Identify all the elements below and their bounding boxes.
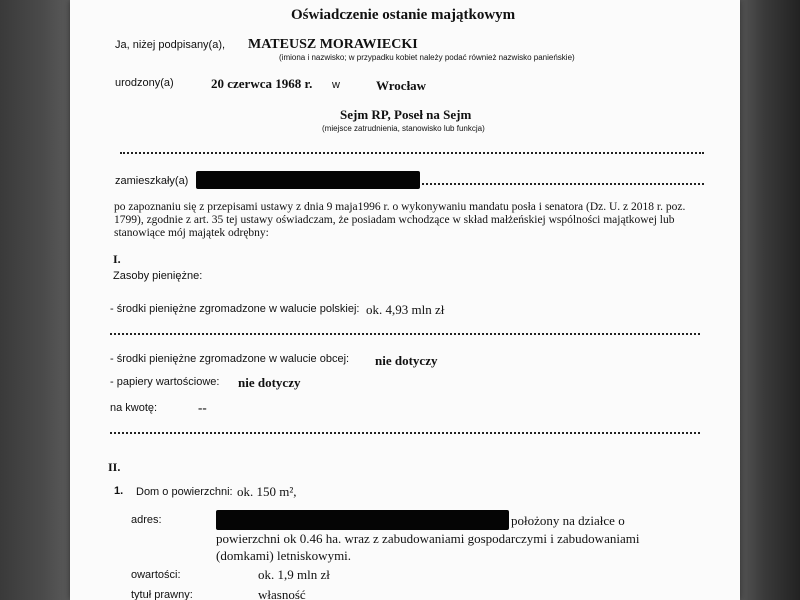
dotted-line [110,333,700,335]
legal-title-label: tytuł prawny: [131,589,193,600]
address-line-2: powierzchni ok 0.46 ha. wraz z zabudowaniami gospodarczymi i zabudowaniami [216,531,640,546]
document-page [70,0,740,600]
amount-label: na kwotę: [110,402,158,414]
document-title: Oświadczenie ostanie majątkowym [291,7,516,23]
dotted-line [120,152,704,154]
pln-value: ok. 4,93 mln zł [366,302,445,317]
birth-label: urodzony(a) [115,77,174,89]
birth-place: Wrocław [376,78,427,93]
birth-in-label: w [332,79,340,91]
scan-border-right [740,0,800,600]
scan-border-left [0,0,70,600]
signer-label: Ja, niżej podpisany(a), [115,39,226,51]
value-label: owartości: [131,569,181,581]
section1-title: Zasoby pieniężne: [113,270,203,282]
section2-heading: II. [108,460,121,474]
value-value: ok. 1,9 mln zł [258,567,330,582]
employment-value: Sejm RP, Poseł na Sejm [340,107,472,122]
securities-value: nie dotyczy [238,375,301,390]
intro-paragraph: po zapoznaniu się z przepisami ustawy z dnia 9 maja1996 r. o wykonywaniu mandatu posła i senatora (Dz. U. z 2018 r. poz. 1799), zgodnie z art. 35 tej ustawy oświadczam, że posiadam wchodzące w skład małżeńskiej wspólności majątkowej lub stanowiące mój majątek odrębny: [114,201,686,239]
signer-name: MATEUSZ MORAWIECKI [248,37,418,52]
amount-value: -- [198,400,207,415]
address-label: adres: [131,514,162,526]
address-line-1: położony na działce o [511,513,625,528]
item-number: 1. [114,485,124,497]
redaction-bar [196,171,420,189]
house-value: ok. 150 m², [237,484,297,499]
house-label: Dom o powierzchni: [136,486,233,498]
section1-heading: I. [113,252,121,266]
dotted-line [422,183,704,185]
redaction-bar [216,510,509,530]
pln-label: - środki pieniężne zgromadzone w walucie polskiej: [110,303,360,315]
address-line-3: (domkami) letniskowymi. [216,548,352,563]
signer-note: (imiona i nazwisko; w przypadku kobiet należy podać również nazwisko panieńskie) [279,53,575,62]
employment-note: (miejsce zatrudnienia, stanowisko lub funkcja) [322,124,485,133]
foreign-value: nie dotyczy [375,353,438,368]
foreign-label: - środki pieniężne zgromadzone w walucie obcej: [110,353,350,365]
residence-label: zamieszkały(a) [115,175,189,187]
dotted-line [110,432,700,434]
legal-title-value: własność [258,587,306,600]
birth-date: 20 czerwca 1968 r. [211,76,313,91]
securities-label: - papiery wartościowe: [110,376,220,388]
